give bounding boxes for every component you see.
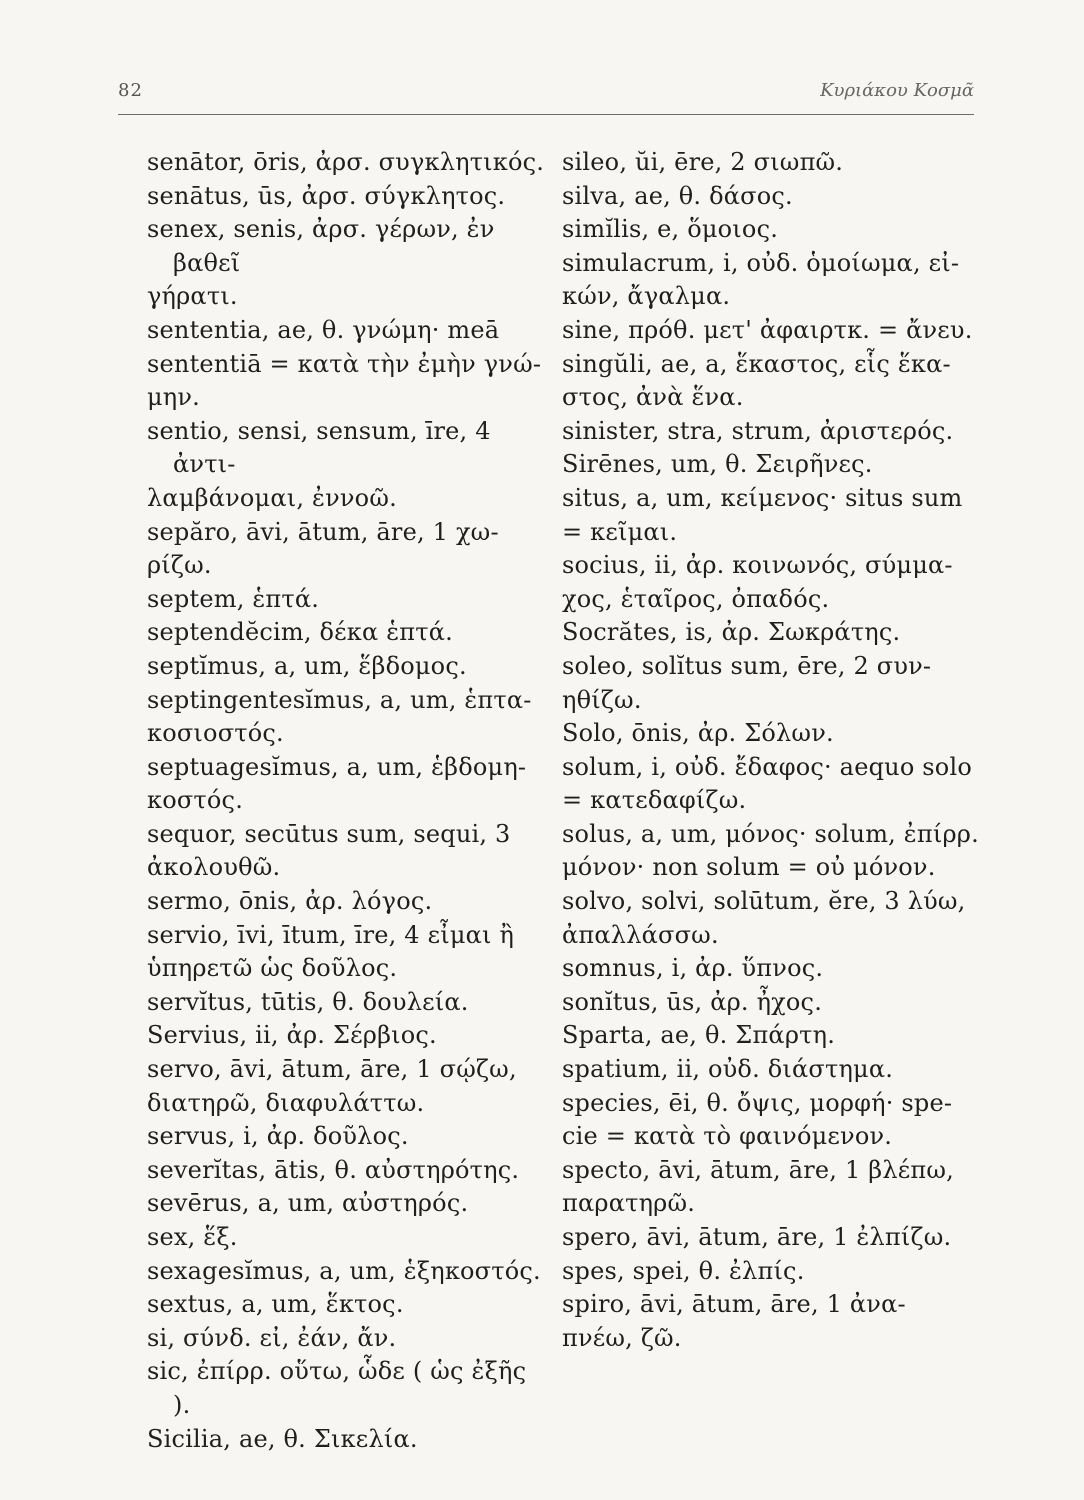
- entry-line: septĭmus, a, um, ἕβδομος.: [147, 651, 467, 680]
- dictionary-entry: [147, 751, 547, 818]
- entry-line: simulacrum, i, οὐδ. ὁμοίωμα, εἰ-: [562, 248, 960, 277]
- dictionary-entry: [562, 751, 982, 818]
- dictionary-entry: [562, 616, 982, 650]
- entry-line: sevērus, a, um, αὐστηρός.: [147, 1189, 469, 1218]
- entry-line: septingentesĭmus, a, um, ἑπτα-: [147, 685, 532, 714]
- entry-line: λαμβάνομαι, ἐννοῶ.: [147, 483, 397, 512]
- entry-line: Servius, ii, ἀρ. Σέρβιος.: [147, 1021, 437, 1050]
- entry-line: sonĭtus, ūs, ἀρ. ἦχος.: [562, 987, 823, 1016]
- right-column: [562, 146, 982, 1355]
- dictionary-entry: [147, 1187, 547, 1221]
- dictionary-entry: [562, 448, 982, 482]
- dictionary-entry: [562, 1255, 982, 1289]
- entry-line: servo, āvi, ātum, āre, 1 σῴζω,: [147, 1055, 517, 1084]
- dictionary-entry: [562, 314, 982, 348]
- entry-line: = κατεδαφίζω.: [562, 786, 747, 815]
- dictionary-entry: [147, 1355, 547, 1422]
- dictionary-entry: [147, 616, 547, 650]
- entry-line: senātus, ūs, ἀρσ. σύγκλητος.: [147, 181, 506, 210]
- dictionary-entry: [147, 213, 547, 314]
- dictionary-entry: [147, 919, 547, 986]
- entry-line: ηθίζω.: [562, 685, 642, 714]
- dictionary-entry: [147, 1120, 547, 1154]
- dictionary-entry: [147, 1288, 547, 1322]
- entry-line: sex, ἕξ.: [147, 1223, 238, 1251]
- dictionary-entry: [147, 1255, 547, 1289]
- entry-line: sermo, ōnis, ἀρ. λόγος.: [147, 887, 433, 916]
- entry-line: species, ēi, θ. ὄψις, μορφή· spe-: [562, 1088, 953, 1117]
- entry-line: διατηρῶ, διαφυλάττω.: [147, 1088, 425, 1117]
- dictionary-entry: [562, 952, 982, 986]
- entry-line: soleo, solĭtus sum, ēre, 2 συν-: [562, 651, 932, 680]
- left-column: [147, 146, 547, 1456]
- entry-line: sinister, stra, strum, ἀριστερός.: [562, 416, 954, 445]
- dictionary-entry: [147, 1423, 547, 1457]
- entry-line: sexagesĭmus, a, um, ἑξηκοστός.: [147, 1256, 541, 1285]
- running-head: Κυριάκου Κοσμᾶ: [820, 80, 974, 101]
- dictionary-entry: [147, 180, 547, 214]
- entry-line: στος, ἀνὰ ἕνα.: [562, 383, 744, 412]
- entry-line: servĭtus, tūtis, θ. δουλεία.: [147, 987, 469, 1016]
- entry-line: sine, πρόθ. μετ' ἀφαιρτκ. = ἄνευ.: [562, 315, 973, 344]
- entry-line: Solo, ōnis, ἀρ. Σόλων.: [562, 719, 834, 748]
- dictionary-entry: [562, 885, 982, 952]
- entry-line: ὑπηρετῶ ὡς δοῦλος.: [147, 954, 398, 983]
- entry-line: sententiā = κατὰ τὴν ἐμὴν γνώ-: [147, 349, 542, 378]
- dictionary-entry: [562, 549, 982, 616]
- dictionary-entry: [147, 146, 547, 180]
- dictionary-entry: [562, 180, 982, 214]
- dictionary-entry: [147, 415, 547, 516]
- dictionary-entry: [147, 986, 547, 1020]
- entry-line: Sirēnes, um, θ. Σειρῆνες.: [562, 450, 873, 479]
- entry-line: μόνον· non solum = οὐ μόνον.: [562, 853, 936, 882]
- entry-line: simĭlis, e, ὅμοιος.: [562, 215, 779, 244]
- dictionary-entry: [147, 885, 547, 919]
- dictionary-entry: [562, 1087, 982, 1154]
- entry-line: sepăro, āvi, ātum, āre, 1 χω-: [147, 517, 499, 546]
- dictionary-entry: [147, 1019, 547, 1053]
- entry-line: sic, ἐπίρρ. οὕτω, ὧδε ( ὡς ἐξῆς ).: [147, 1357, 535, 1419]
- entry-line: singŭli, ae, a, ἕκαστος, εἷς ἕκα-: [562, 349, 951, 378]
- dictionary-entry: [147, 583, 547, 617]
- entry-line: severĭtas, ātis, θ. αὐστηρότης.: [147, 1155, 520, 1184]
- dictionary-entry: [562, 348, 982, 415]
- entry-line: servio, īvi, ītum, īre, 4 εἶμαι ἢ: [147, 920, 515, 949]
- entry-line: κών, ἄγαλμα.: [562, 282, 731, 311]
- entry-line: specto, āvi, ātum, āre, 1 βλέπω,: [562, 1155, 954, 1184]
- dictionary-entry: [562, 1288, 982, 1355]
- dictionary-entry: [562, 213, 982, 247]
- entry-line: spatium, ii, οὐδ. διάστημα.: [562, 1055, 894, 1084]
- dictionary-entry: [147, 684, 547, 751]
- entry-line: ἀπαλλάσσω.: [562, 920, 719, 949]
- dictionary-entry: [562, 415, 982, 449]
- dictionary-entry: [562, 818, 982, 885]
- entry-line: somnus, i, ἀρ. ὕπνος.: [562, 954, 824, 983]
- dictionary-entry: [562, 1019, 982, 1053]
- dictionary-entry: [562, 1154, 982, 1221]
- dictionary-entry: [147, 818, 547, 885]
- entry-line: spero, āvi, ātum, āre, 1 ἐλπίζω.: [562, 1223, 952, 1251]
- entry-line: situs, a, um, κείμενος· situs sum: [562, 483, 963, 512]
- dictionary-entry: [147, 1053, 547, 1120]
- entry-line: solus, a, um, μόνος· solum, ἐπίρρ.: [562, 819, 979, 848]
- entry-line: septendĕcim, δέκα ἑπτά.: [147, 618, 453, 647]
- dictionary-entry: [147, 1154, 547, 1188]
- dictionary-entry: [147, 1322, 547, 1356]
- entry-line: χος, ἑταῖρος, ὀπαδός.: [562, 584, 830, 613]
- dictionary-entry: [147, 650, 547, 684]
- entry-line: servus, i, ἀρ. δοῦλος.: [147, 1122, 409, 1151]
- entry-line: solvo, solvi, solūtum, ĕre, 3 λύω,: [562, 887, 966, 916]
- entry-line: Sparta, ae, θ. Σπάρτη.: [562, 1021, 836, 1050]
- entry-line: silva, ae, θ. δάσος.: [562, 181, 793, 210]
- entry-line: ἀκολουθῶ.: [147, 853, 281, 882]
- entry-line: spiro, āvi, ātum, āre, 1 ἀνα-: [562, 1290, 906, 1319]
- entry-line: sequor, secūtus sum, sequi, 3: [147, 819, 511, 848]
- dictionary-entry: [147, 1221, 547, 1255]
- entry-line: κοσιοστός.: [147, 719, 284, 748]
- entry-line: κοστός.: [147, 786, 244, 815]
- dictionary-entry: [562, 1053, 982, 1087]
- entry-line: sextus, a, um, ἕκτος.: [147, 1290, 404, 1319]
- dictionary-entry: [562, 986, 982, 1020]
- entry-line: μην.: [147, 383, 200, 412]
- entry-line: solum, i, οὐδ. ἔδαφος· aequo solo: [562, 752, 972, 781]
- dictionary-entry: [147, 314, 547, 415]
- dictionary-entry: [562, 482, 982, 549]
- entry-line: cie = κατὰ τὸ φαινόμενον.: [562, 1122, 893, 1151]
- entry-line: Sicilia, ae, θ. Σικελία.: [147, 1424, 418, 1453]
- entry-line: senātor, ōris, ἀρσ. συγκλητικός.: [147, 148, 545, 176]
- entry-line: spes, spei, θ. ἐλπίς.: [562, 1256, 805, 1285]
- entry-line: septem, ἑπτά.: [147, 584, 320, 613]
- page-number: 82: [118, 80, 143, 101]
- entry-line: senex, senis, ἀρσ. γέρων, ἐν βαθεῖ: [147, 215, 503, 277]
- entry-line: socius, ii, ἀρ. κοινωνός, σύμμα-: [562, 551, 953, 580]
- entry-line: γήρατι.: [147, 282, 238, 311]
- dictionary-entry: [562, 247, 982, 314]
- entry-line: παρατηρῶ.: [562, 1189, 696, 1218]
- entry-line: Socrătes, is, ἀρ. Σωκράτης.: [562, 618, 901, 647]
- dictionary-entry: [562, 146, 982, 180]
- dictionary-entry: [562, 650, 982, 717]
- entry-line: = κεῖμαι.: [562, 517, 678, 546]
- entry-line: sileo, ŭi, ēre, 2 σιωπῶ.: [562, 148, 844, 176]
- entry-line: si, σύνδ. εἰ, ἐάν, ἄν.: [147, 1323, 397, 1352]
- dictionary-entry: [562, 1221, 982, 1255]
- entry-line: πνέω, ζῶ.: [562, 1323, 682, 1352]
- entry-line: septuagesĭmus, a, um, ἑβδομη-: [147, 752, 527, 781]
- header-rule: [118, 114, 974, 115]
- entry-line: sentio, sensi, sensum, īre, 4 ἀντι-: [147, 416, 499, 479]
- page-header: [118, 74, 974, 118]
- entry-line: ρίζω.: [147, 551, 212, 580]
- entry-line: sententia, ae, θ. γνώμη· meā: [147, 315, 500, 344]
- dictionary-entry: [562, 717, 982, 751]
- dictionary-entry: [147, 516, 547, 583]
